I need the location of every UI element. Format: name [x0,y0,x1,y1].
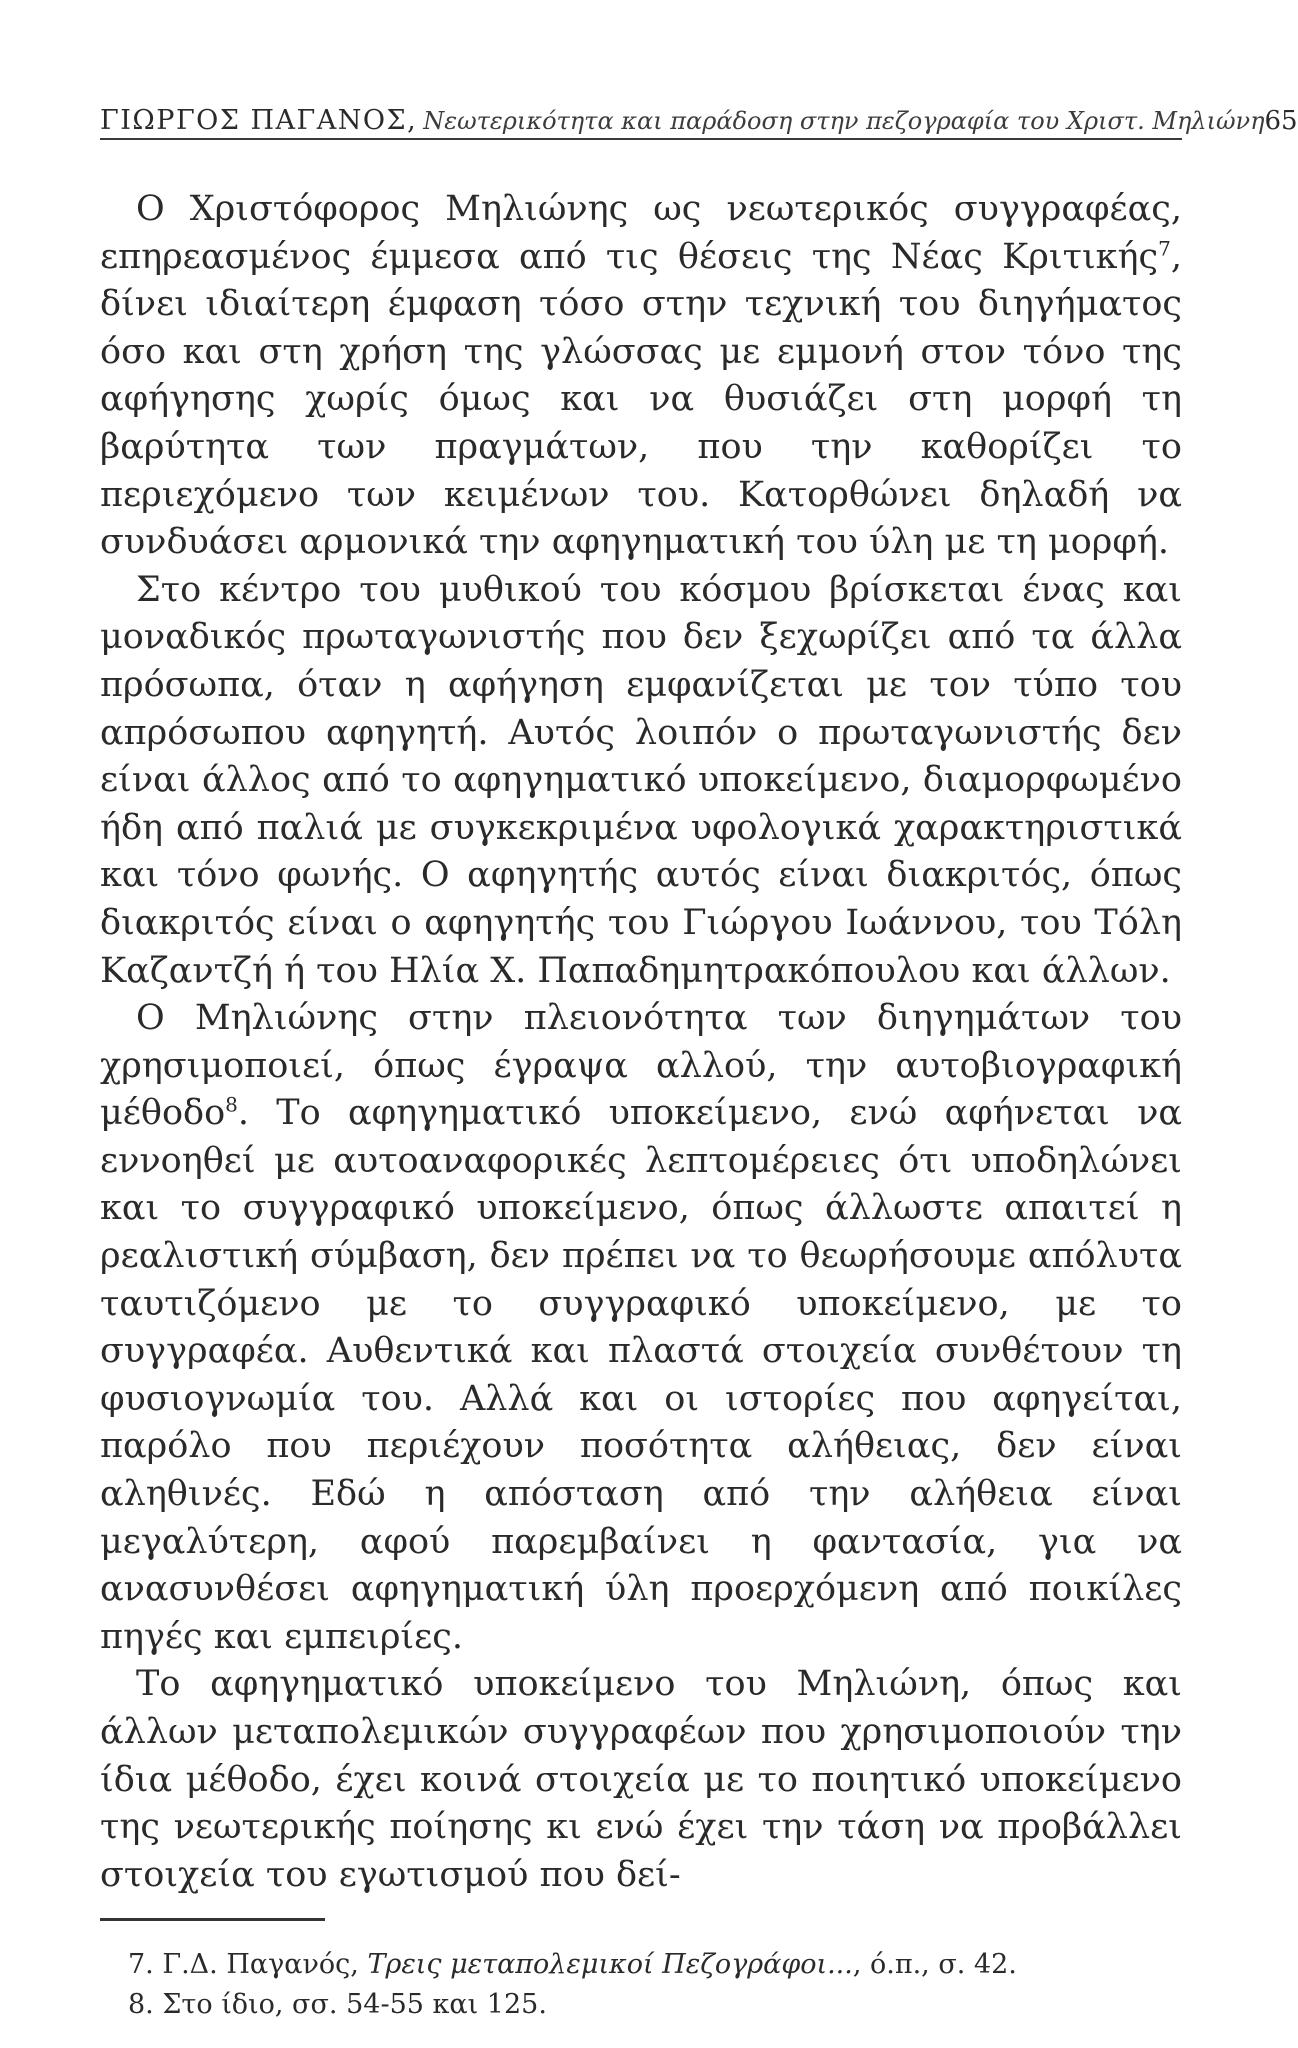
footnote-7-post: , ό.π., σ. 42. [852,1949,1017,1980]
paragraph-3-text-b: . Το αφηγηματικό υποκείμενο, ενώ αφήνεται να εννοηθεί με αυτοαναφορικές λεπτομέρειες ότι υποδηλώνει και το συγγραφικό υποκείμενο, όπως άλλωστε απαιτεί η ρεαλιστική σύμβαση, δεν πρέπει να το θεωρήσουμε απόλυτα ταυτιζόμενο με το συγγραφικό υποκείμενο, με το συγγραφέα. Αυθεντικά και πλαστά στοιχεία συνθέτουν τη φυσιογνωμία του. Αλλά και οι ιστορίες που αφηγείται, παρόλο που περιέχουν ποσότητα αλήθειας, δεν είναι αληθινές. Εδώ η απόσταση από την αλήθεια είναι μεγαλύτερη, αφού παρεμβαίνει η φαντασία, για να ανασυνθέσει αφηγηματική ύλη προερχόμενη από ποικίλες πηγές και εμπειρίες. [100,1093,1182,1657]
footnote-8-text: 8. Στο ίδιο, σσ. 54-55 και 125. [128,1989,547,2020]
footnotes [128,1945,1168,2025]
paragraph-1 [100,186,1182,567]
running-head-author: ΓΙΩΡΓΟΣ ΠΑΓΑΝΟΣ, [100,105,418,136]
page-number: 65 [1264,106,1298,136]
footnote-7-pre: 7. Γ.Δ. Παγανός, [128,1949,368,1980]
footnote-7 [128,1945,1168,1985]
running-head [100,96,1298,140]
running-head-title: Νεωτερικότητα και παράδοση στην πεζογραφία του Χριστ. Μηλιώνη [423,107,1265,135]
body-text [100,186,1182,1899]
footnote-7-title: Τρεις μεταπολεμικοί Πεζογράφοι... [367,1949,853,1980]
footnote-divider [100,1918,325,1921]
paragraph-1-text-b: , δίνει ιδιαίτερη έμφαση τόσο στην τεχνική του διηγήματος όσο και στη χρήση της γλώσσας με εμμονή στον τόνο της αφήγησης χωρίς όμως και να θυσιάζει στη μορφή τη βαρύτητα των πραγμάτων, που την καθορίζει το περιεχόμενο των κειμένων του. Κατορθώνει δηλαδή να συνδυάσει αρμονικά την αφηγηματική του ύλη με τη μορφή. [100,236,1182,563]
paragraph-2-text-a: Στο κέντρο του μυθικού του κόσμου βρίσκεται ένας και μοναδικός πρωταγωνιστής που δεν ξεχωρίζει από τα άλλα πρόσωπα, όταν η αφήγηση εμφανίζεται με τον τύπο του απρόσωπου αφηγητή. Αυτός λοιπόν ο πρωταγωνιστής δεν είναι άλλος από το αφηγηματικό υποκείμενο, διαμορφωμένο ήδη από παλιά με συγκεκριμένα υφολογικά χαρακτηριστικά και τόνο φωνής. Ο αφηγητής αυτός είναι διακριτός, όπως διακριτός είναι ο αφηγητής του Γιώργου Ιωάννου, του Τόλη Καζαντζή ή του Ηλία Χ. Παπαδημητρακόπουλου και άλλων. [100,569,1182,991]
footnote-ref-8: 8 [225,1092,238,1117]
paragraph-2 [100,567,1182,995]
paragraph-4 [100,1661,1182,1899]
paragraph-3-text-a: Ο Μηλιώνης στην πλειονότητα των διηγημάτων του χρησιμοποιεί, όπως έγραψα αλλού, την αυτοβιογραφική μέθοδο [100,998,1182,1134]
footnote-ref-7: 7 [1158,235,1171,260]
paragraph-1-text-a: Ο Χριστόφορος Μηλιώνης ως νεωτερικός συγγραφέας, επηρεασμένος έμμεσα από τις θέσεις της Νέας Κριτικής [100,189,1182,277]
running-head-left [100,104,1265,138]
footnote-8 [128,1985,1168,2025]
paragraph-3 [100,995,1182,1661]
paragraph-4-text-a: Το αφηγηματικό υποκείμενο του Μηλιώνη, όπως και άλλων μεταπολεμικών συγγραφέων που χρησιμοποιούν την ίδια μέθοδο, έχει κοινά στοιχεία με το ποιητικό υποκείμενο της νεωτερικής ποίησης κι ενώ έχει την τάση να προβάλλει στοιχεία του εγωτισμού που δεί- [100,1664,1182,1895]
